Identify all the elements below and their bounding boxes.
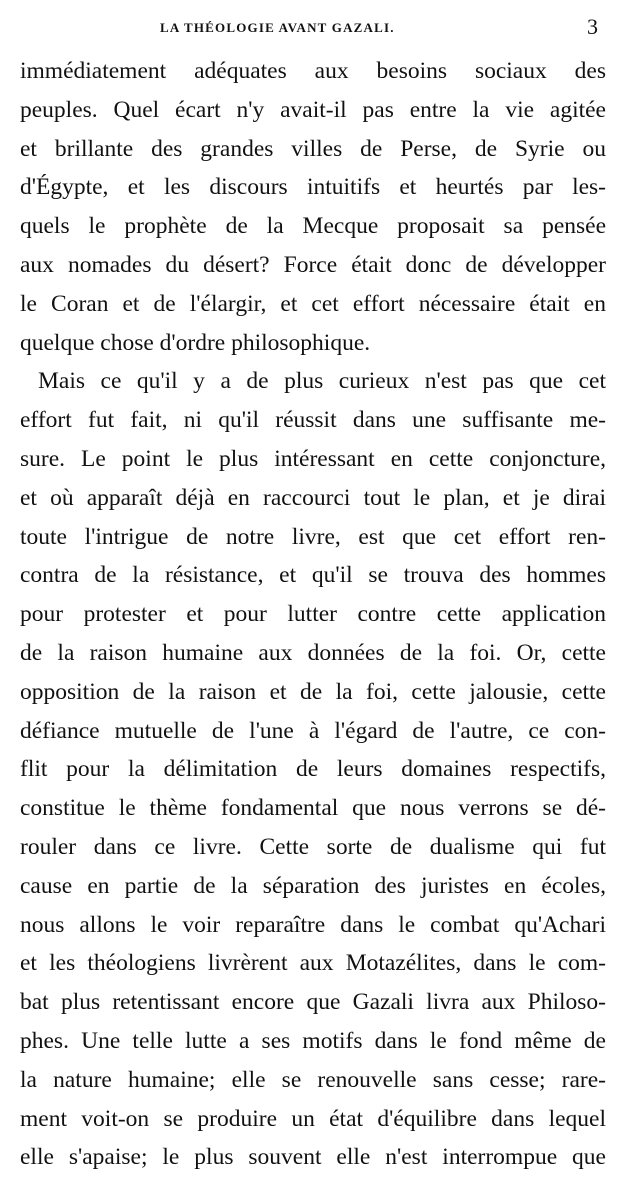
text-line: rouler dans ce livre. Cette sorte de dualisme qui fut xyxy=(20,833,606,860)
text-line: flit pour la délimitation de leurs domaines respectifs, xyxy=(20,756,606,783)
text-line: quels le prophète de la Mecque proposait sa pensée xyxy=(20,213,606,240)
text-line: pour protester et pour lutter contre cette application xyxy=(20,601,606,628)
text-line: et où apparaît déjà en raccourci tout le plan, et je dirai xyxy=(20,484,606,511)
text-line: le Coran et de l'élargir, et cet effort nécessaire était en xyxy=(20,290,606,317)
page-number: 3 xyxy=(587,14,598,39)
paragraph-1 xyxy=(20,52,606,362)
text-line: et les théologiens livrèrent aux Motazélites, dans le com- xyxy=(20,950,606,977)
text-line: ment voit-on se produire un état d'équilibre dans lequel xyxy=(20,1105,606,1132)
text-line: cause en partie de la séparation des juristes en écoles, xyxy=(20,872,606,899)
text-line: la nature humaine; elle se renouvelle sans cesse; rare- xyxy=(20,1066,606,1093)
text-line: quelque chose d'ordre philosophique. xyxy=(20,329,371,356)
text-line: contra de la résistance, et qu'il se trouva des hommes xyxy=(20,562,606,589)
text-line: Mais ce qu'il y a de plus curieux n'est pas que cet xyxy=(38,368,606,395)
text-line: défiance mutuelle de l'une à l'égard de l'autre, ce con- xyxy=(20,717,606,744)
paragraph-2 xyxy=(20,362,606,1177)
text-line: de la raison humaine aux données de la foi. Or, cette xyxy=(20,639,606,666)
body-text xyxy=(20,52,606,1177)
text-line: effort fut fait, ni qu'il réussit dans une suffisante me- xyxy=(20,407,606,434)
text-line: et brillante des grandes villes de Perse, de Syrie ou xyxy=(20,135,606,162)
text-line: elle s'apaise; le plus souvent elle n'est interrompue que xyxy=(20,1144,606,1171)
text-line: immédiatement adéquates aux besoins sociaux des xyxy=(20,58,606,84)
text-line: opposition de la raison et de la foi, cette jalousie, cette xyxy=(20,678,606,705)
text-line: phes. Une telle lutte a ses motifs dans le fond même de xyxy=(20,1027,606,1054)
text-line: aux nomades du désert? Force était donc de développer xyxy=(20,251,606,278)
text-line: bat plus retentissant encore que Gazali livra aux Philoso- xyxy=(20,989,606,1016)
running-title: LA THÉOLOGIE AVANT GAZALI. xyxy=(160,20,395,35)
text-line: toute l'intrigue de notre livre, est que cet effort ren- xyxy=(20,523,606,550)
text-line: d'Égypte, et les discours intuitifs et heurtés par les- xyxy=(20,174,606,201)
text-line: nous allons le voir reparaître dans le combat qu'Achari xyxy=(20,911,606,938)
page-header xyxy=(0,0,620,40)
text-line: sure. Le point le plus intéressant en cette conjoncture, xyxy=(20,445,606,472)
text-line: constitue le thème fondamental que nous verrons se dé- xyxy=(20,795,606,822)
text-line: peuples. Quel écart n'y avait-il pas entre la vie agitée xyxy=(20,96,606,123)
